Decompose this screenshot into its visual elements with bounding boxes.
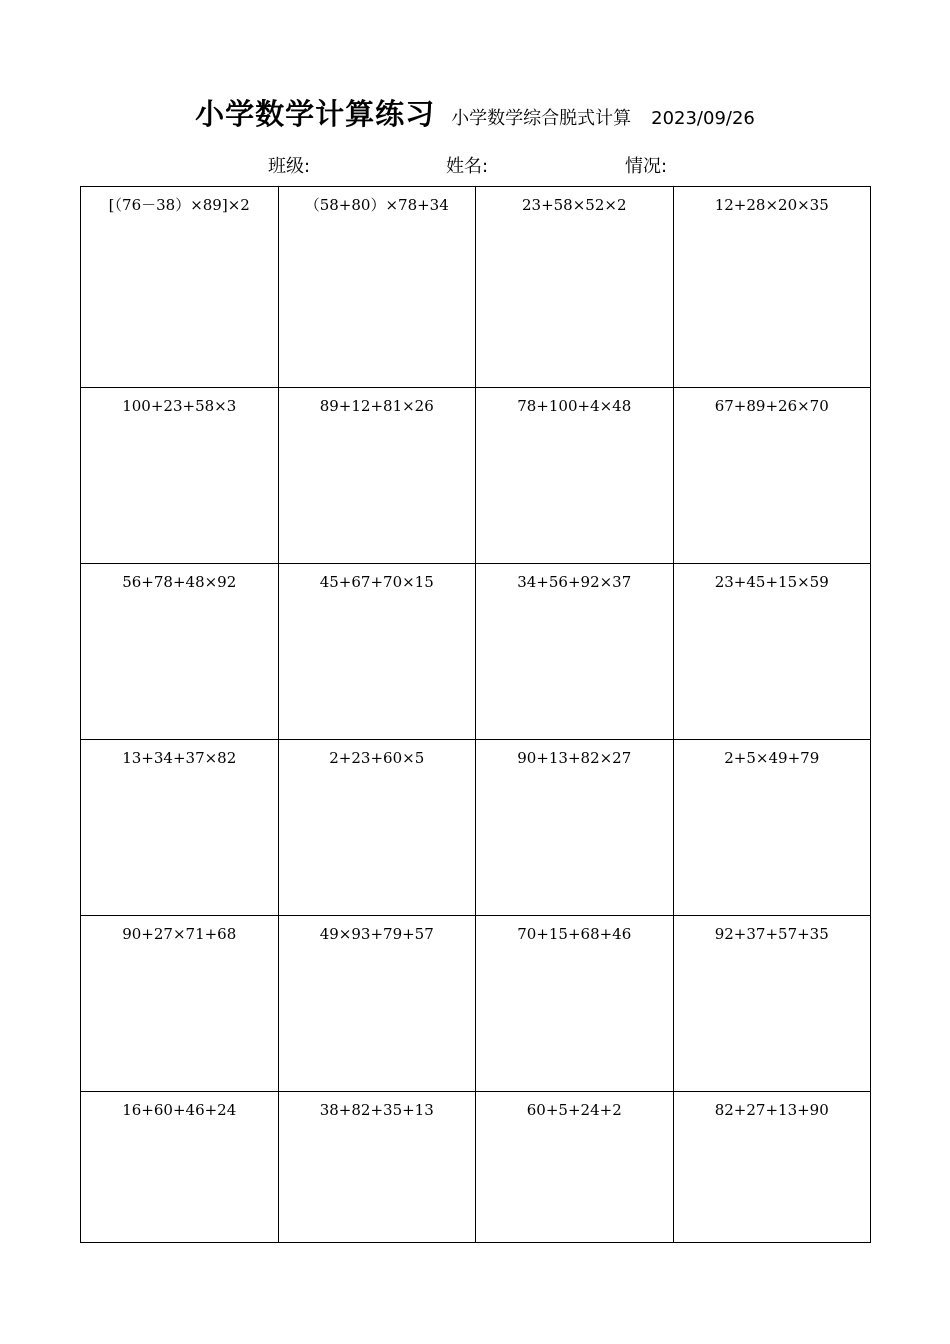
problem-row <box>81 564 871 740</box>
problem-row <box>81 916 871 1092</box>
problem-row <box>81 187 871 388</box>
problem-cell: 70+15+68+46 <box>476 916 674 1092</box>
student-info-row <box>0 152 950 176</box>
problem-cell: [（76－38）×89]×2 <box>81 187 279 388</box>
problem-cell: 38+82+35+13 <box>278 1092 476 1243</box>
problem-cell: 2+23+60×5 <box>278 740 476 916</box>
page-title: 小学数学计算练习 <box>195 97 436 131</box>
problem-cell: 67+89+26×70 <box>673 388 871 564</box>
problem-cell: 90+27×71+68 <box>81 916 279 1092</box>
problem-grid <box>80 186 871 1243</box>
name-label: 姓名: <box>446 156 489 177</box>
problem-cell: 100+23+58×3 <box>81 388 279 564</box>
status-label: 情况: <box>625 156 668 177</box>
page-subtitle: 小学数学综合脱式计算 <box>451 108 632 129</box>
problem-cell: 12+28×20×35 <box>673 187 871 388</box>
problem-row <box>81 1092 871 1243</box>
problem-cell: 82+27+13+90 <box>673 1092 871 1243</box>
problem-cell: 16+60+46+24 <box>81 1092 279 1243</box>
problem-cell: 13+34+37×82 <box>81 740 279 916</box>
problem-row <box>81 388 871 564</box>
problem-cell: 23+45+15×59 <box>673 564 871 740</box>
problem-cell: 90+13+82×27 <box>476 740 674 916</box>
problem-cell: 56+78+48×92 <box>81 564 279 740</box>
problem-cell: 60+5+24+2 <box>476 1092 674 1243</box>
problem-cell: 92+37+57+35 <box>673 916 871 1092</box>
problem-cell: 49×93+79+57 <box>278 916 476 1092</box>
problem-cell: 78+100+4×48 <box>476 388 674 564</box>
problem-cell: 23+58×52×2 <box>476 187 674 388</box>
worksheet-header <box>0 92 950 133</box>
problem-cell: （58+80）×78+34 <box>278 187 476 388</box>
problem-cell: 34+56+92×37 <box>476 564 674 740</box>
problem-cell: 89+12+81×26 <box>278 388 476 564</box>
problem-cell: 2+5×49+79 <box>673 740 871 916</box>
problem-row <box>81 740 871 916</box>
worksheet-date: 2023/09/26 <box>651 108 755 129</box>
class-label: 班级: <box>268 156 311 177</box>
problem-cell: 45+67+70×15 <box>278 564 476 740</box>
